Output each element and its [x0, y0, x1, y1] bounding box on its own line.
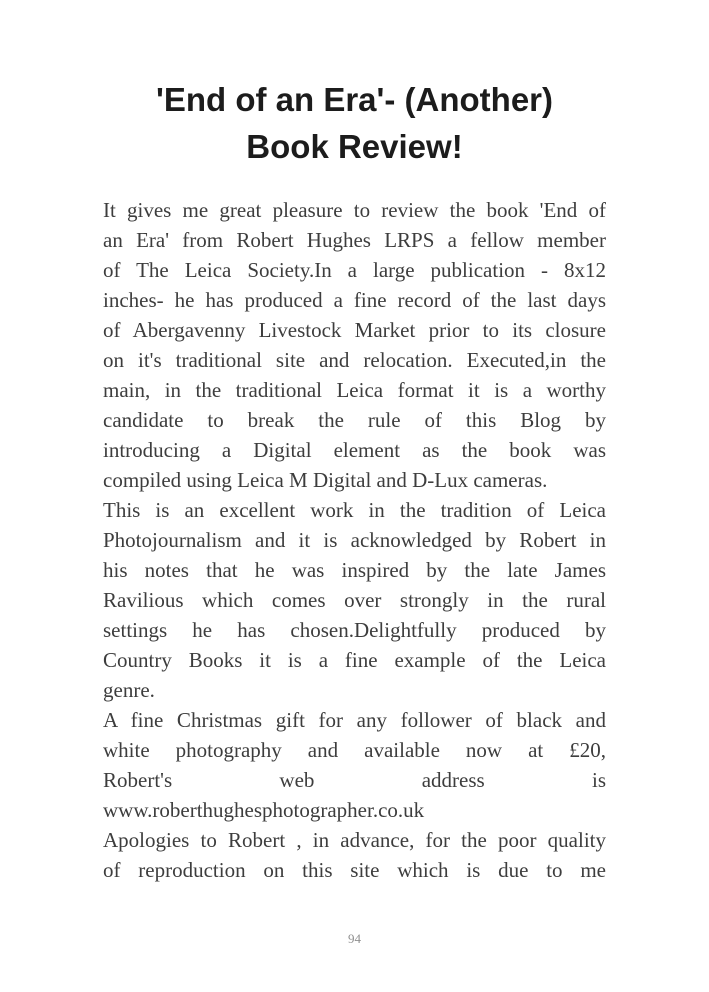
body-line: main, in the traditional Leica format it is a worthy	[103, 378, 606, 402]
body-line: candidate to break the rule of this Blog by	[103, 408, 606, 432]
body-line: www.roberthughesphotographer.co.uk	[103, 798, 425, 822]
body-line: Photojournalism and it is acknowledged by Robert in	[103, 528, 606, 552]
body-line: of reproduction on this site which is due to me	[103, 858, 606, 882]
page-title	[0, 76, 709, 170]
body-line: Apologies to Robert , in advance, for the poor quality	[103, 828, 606, 852]
body-line: A fine Christmas gift for any follower of black and	[103, 708, 606, 732]
body-line: inches- he has produced a fine record of the last days	[103, 288, 606, 312]
page-title-line-1: 'End of an Era'- (Another)	[155, 81, 553, 118]
page-title-line-2: Book Review!	[246, 128, 463, 165]
body-line: of The Leica Society.In a large publication - 8x12	[103, 258, 606, 282]
body-line: white photography and available now at £20,	[103, 738, 606, 762]
body-line: an Era' from Robert Hughes LRPS a fellow member	[103, 228, 606, 252]
body-line: settings he has chosen.Delightfully produced by	[103, 618, 606, 642]
body-line: on it's traditional site and relocation. Executed,in the	[103, 348, 606, 372]
body-line: Country Books it is a fine example of the Leica	[103, 648, 606, 672]
page-number: 94	[348, 931, 361, 946]
page-footer	[0, 931, 709, 947]
body-line: compiled using Leica M Digital and D-Lux cameras.	[103, 468, 548, 492]
body-line: of Abergavenny Livestock Market prior to its closure	[103, 318, 606, 342]
body-line: his notes that he was inspired by the late James	[103, 558, 606, 582]
review-body	[103, 195, 606, 885]
body-line: introducing a Digital element as the book was	[103, 438, 606, 462]
body-line: genre.	[103, 678, 155, 702]
body-line: Ravilious which comes over strongly in the rural	[103, 588, 606, 612]
body-line: This is an excellent work in the tradition of Leica	[103, 498, 606, 522]
body-line: Robert's web address is	[103, 768, 606, 792]
body-line: It gives me great pleasure to review the book 'End of	[103, 198, 606, 222]
